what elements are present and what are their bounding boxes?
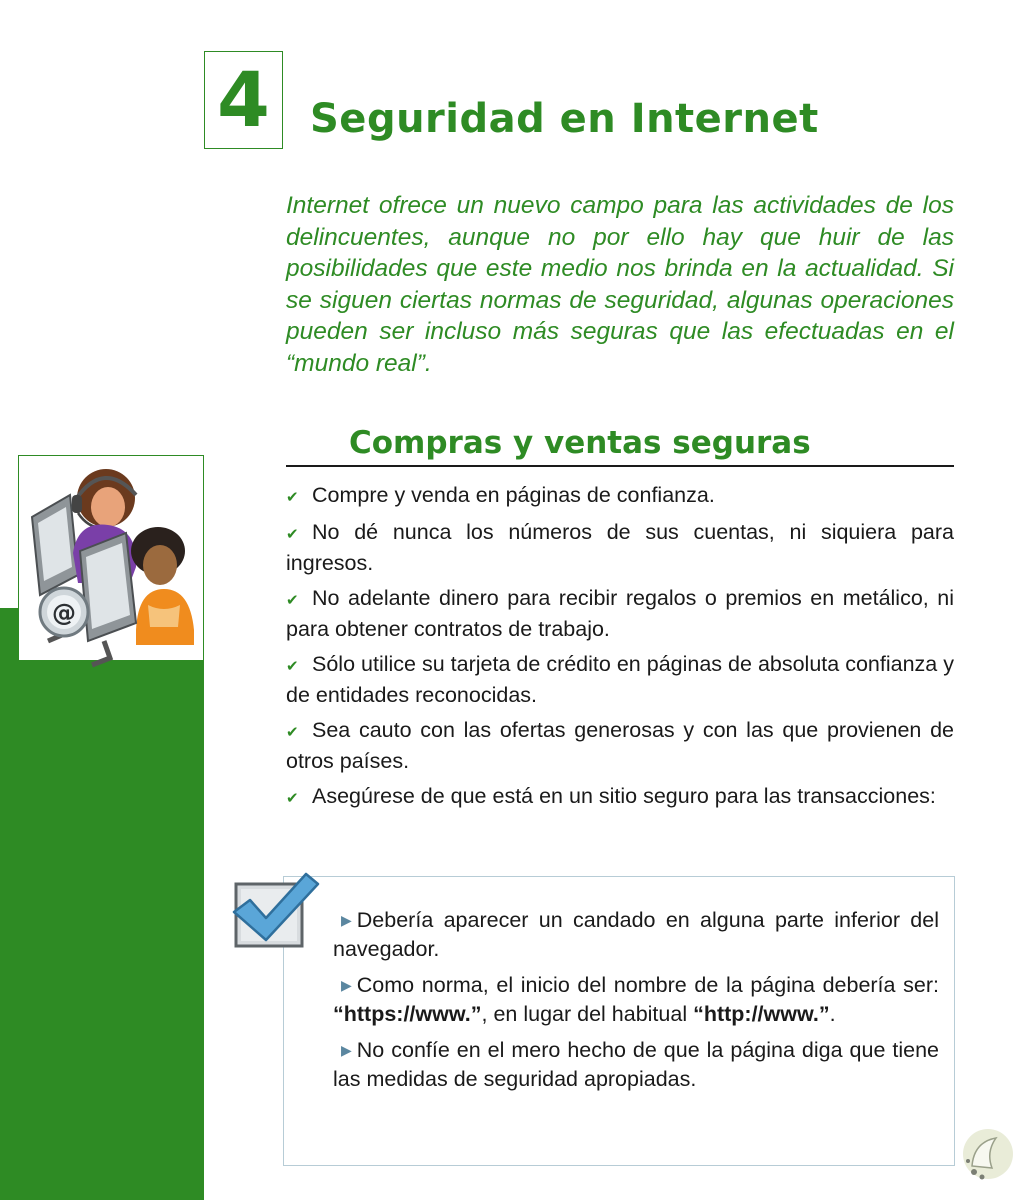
section-heading: Compras y ventas seguras xyxy=(349,425,811,461)
tip-item: ▶ Como norma, el inicio del nombre de la página debería ser: “https://www.”, en lugar del habitual “http://www.”. xyxy=(333,973,939,1026)
sidebar-green-band xyxy=(0,608,204,1200)
tip-item: ▶ Debería aparecer un candado en alguna parte inferior del navegador. xyxy=(333,908,939,961)
computer-users-illustration xyxy=(18,455,208,670)
checkbox-checked-icon xyxy=(228,870,320,952)
chapter-number: 4 xyxy=(217,55,270,144)
list-item: ✔ No dé nunca los números de sus cuentas, ni siquiera para ingresos. xyxy=(286,520,954,575)
http-text: “http://www.” xyxy=(693,1002,830,1026)
checkmark-icon: ✔ xyxy=(286,790,299,807)
list-item: ✔ Sea cauto con las ofertas generosas y con las que provienen de otros países. xyxy=(286,718,954,773)
svg-text:@: @ xyxy=(52,599,76,627)
checkmark-icon: ✔ xyxy=(286,526,299,543)
checkmark-icon: ✔ xyxy=(286,489,299,506)
list-item: ✔ No adelante dinero para recibir regalos o premios en metálico, ni para obtener contratos de trabajo. xyxy=(286,586,954,641)
intro-paragraph: Internet ofrece un nuevo campo para las actividades de los delincuentes, aunque no por ello hay que huir de las posibilidades que este medio nos brinda en la actualidad. Si se siguen ciertas normas de seguridad, algunas operaciones pueden ser incluso más seguras que las efectuadas en el “mundo real”. xyxy=(286,192,954,377)
list-item: ✔ Asegúrese de que está en un sitio seguro para las transacciones: xyxy=(286,782,954,813)
checkmark-icon: ✔ xyxy=(286,592,299,609)
list-item: ✔ Sólo utilice su tarjeta de crédito en páginas de absoluta confianza y de entidades reconocidas. xyxy=(286,652,954,707)
checkmark-icon: ✔ xyxy=(286,658,299,675)
decorative-corner-icon xyxy=(958,1128,1014,1184)
triangle-right-icon: ▶ xyxy=(341,912,352,928)
triangle-right-icon: ▶ xyxy=(341,1042,352,1058)
list-item: ✔ Compre y venda en páginas de confianza. xyxy=(286,481,954,512)
chapter-number-box xyxy=(204,51,283,149)
section-divider xyxy=(286,465,954,467)
checklist xyxy=(286,481,954,819)
checkmark-icon: ✔ xyxy=(286,724,299,741)
tip-list xyxy=(333,906,939,1101)
triangle-right-icon: ▶ xyxy=(341,977,352,993)
page-title: Seguridad en Internet xyxy=(310,96,819,142)
tip-item: ▶ No confíe en el mero hecho de que la página diga que tiene las medidas de seguridad apropiadas. xyxy=(333,1038,939,1091)
https-text: “https://www.” xyxy=(333,1002,482,1026)
